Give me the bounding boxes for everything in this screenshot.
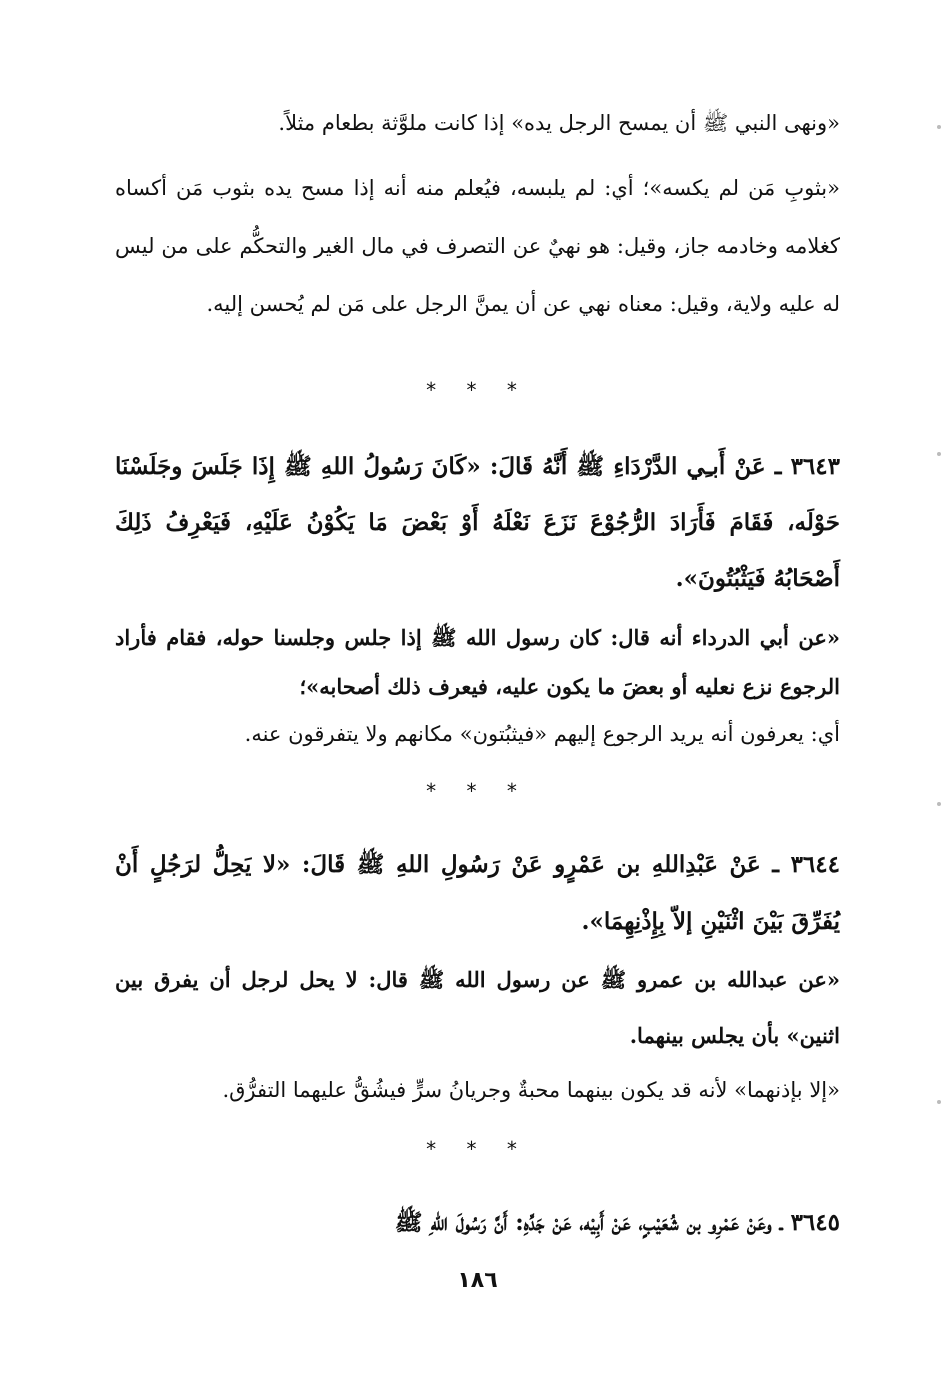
commentary-paragraph-3: «عن أبي الدرداء أنه قال: كان رسول الله ﷺ إذا جلس وجلسنا حوله، فقام فأراد الرجوع نزع نعليه أو بعضَ ما يكون عليه، فيعرف ذلك أصحابه»؛: [115, 625, 840, 699]
scan-speck: [937, 125, 941, 129]
commentary-paragraph-5: «عن عبدالله بن عمرو ﷺ عن رسول الله ﷺ قال: لا يحل لرجل أن يفرق بين اثنين» بأن يجلس بينهما.: [115, 967, 840, 1048]
section-separator-3: * * *: [426, 1137, 529, 1161]
hadith-3645: ٣٦٤٥ ـ وعَنْ عَمْرِو بن شُعَيْبٍ، عَنْ أَبِيْه، عَنْ جَدِّهِ: أَنَّ رَسُولَ اللهِ ﷺ: [394, 1209, 840, 1236]
section-separator-2: * * *: [426, 779, 529, 803]
hadith-3644: ٣٦٤٤ ـ عَنْ عَبْدِاللهِ بن عَمْرٍو عَنْ رَسُولِ اللهِ ﷺ قَالَ: «لا يَحِلُّ لرَجُلٍ أَنْ يُفَرِّقَ بَيْنَ اثْنَيْنِ إلاّ بِإِذْنِهِمَا».: [115, 851, 840, 935]
scan-speck: [937, 802, 941, 806]
commentary-paragraph-1: «ونهى النبي ﷺ أن يمسح الرجل يده» إذا كانت ملوَّثة بطعام مثلاً.: [278, 111, 840, 135]
scan-speck: [937, 452, 941, 456]
scan-speck: [937, 1100, 941, 1104]
hadith-3643: ٣٦٤٣ ـ عَنْ أَبـِي الدَّرْدَاءِ ﷺ أَنَّهُ قَالَ: «كَانَ رَسُولُ اللهِ ﷺ إِذَا جَلَسَ وجَلَسْنَا حَوْلَه، فَقَامَ فَأَرَادَ الرُّجُوْعَ نَزَعَ نَعْلَهُ أَوْ بَعْضَ مَا يَكُوْنُ عَلَيْهِ، فَيَعْرِفُ ذَلِكَ أَصْحَابُهُ فَيَثْبُتُونَ».: [115, 453, 840, 592]
section-separator-1: * * *: [426, 378, 529, 402]
commentary-paragraph-4: أي: يعرفون أنه يريد الرجوع إليهم «فيثبُتون» مكانهم ولا يتفرقون عنه.: [244, 722, 840, 746]
commentary-paragraph-2: «بثوبِ مَن لم يكسه»؛ أي: لم يلبسه، فيُعلم منه أنه إذا مسح يده بثوب مَن أكساه كغلامه وخادمه جاز، وقيل: هو نهيٌ عن التصرف في مال الغير والتحكُّم على من ليس له عليه ولاية، وقيل: معناه نهي عن أن يمنَّ الرجل على مَن لم يُحسن إليه.: [115, 176, 840, 316]
book-page: [115, 0, 840, 1377]
page-number: ١٨٦: [457, 1268, 498, 1293]
commentary-paragraph-6: «إلا بإذنهما» لأنه قد يكون بينهما محبةٌ وجريانُ سرٍّ فيشُقُّ عليهما التفرُّق.: [222, 1078, 840, 1102]
